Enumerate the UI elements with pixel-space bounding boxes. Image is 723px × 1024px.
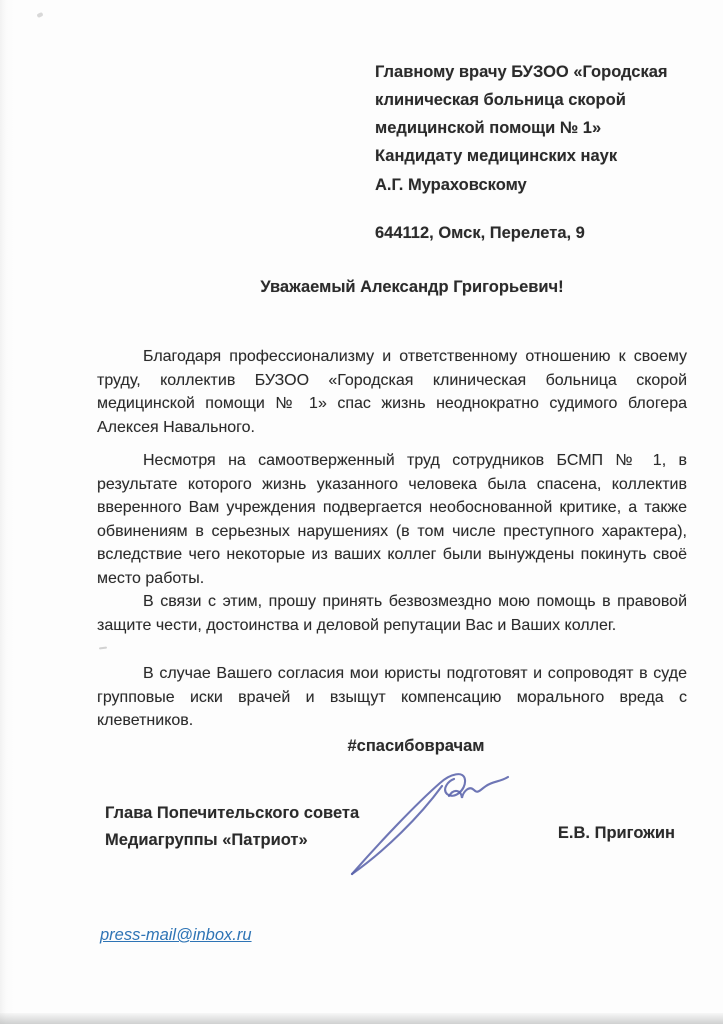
scan-edge-band <box>0 1013 723 1024</box>
body-paragraph: Благодаря профессионализму и ответственному отношению к своему труду, коллектив БУЗОО «Городская клиническая больница скорой медицинской помощи № 1» спас жизнь неоднократно судимого блогера Алексея Навального. <box>97 348 687 436</box>
recipient-org-line: Кандидату медицинских наук <box>375 147 618 165</box>
body-paragraph: Несмотря на самоотверженный труд сотрудников БСМП № 1, в результате которого жизнь указанного человека была спасена, коллектив вверенного Вам учреждения подвергается необоснованной критике, а также обвинениям в серьезных нарушениях (в том числе преступного характера), вследствие чего некоторые из ваших коллег были вынуждены покинуть своё место работы. <box>97 452 687 587</box>
email-link[interactable]: press-mail@inbox.ru <box>100 926 252 944</box>
recipient-org-line: клиническая больница скорой <box>375 91 626 109</box>
recipient-org-line: Главному врачу БУЗОО «Городская <box>375 63 668 81</box>
hashtag: #спасибоврачам <box>347 737 485 755</box>
signer-title-line: Медиагруппы «Патриот» <box>105 831 308 849</box>
handwritten-signature-icon <box>328 750 518 890</box>
body-paragraph: В случае Вашего согласия мои юристы подготовят и сопроводят в суде групповые иски врачей и взыщут компенсацию морального вреда с клеветников. <box>97 665 687 729</box>
body-paragraph: В связи с этим, прошу принять безвозмездно мою помощь в правовой защите чести, достоинства и деловой репутации Вас и Ваших коллег. <box>97 593 687 634</box>
recipient-address: 644112, Омск, Перелета, 9 <box>375 224 585 242</box>
signer-name: Е.В. Пригожин <box>557 824 675 842</box>
recipient-org-line: медицинской помощи № 1» <box>375 119 602 137</box>
recipient-name: А.Г. Мураховскому <box>375 176 527 194</box>
scan-speck <box>99 646 107 649</box>
recipient-block <box>375 58 705 170</box>
salutation: Уважаемый Александр Григорьевич! <box>260 278 564 296</box>
signer-title-line: Глава Попечительского совета <box>105 804 360 822</box>
scan-speck <box>36 12 43 18</box>
